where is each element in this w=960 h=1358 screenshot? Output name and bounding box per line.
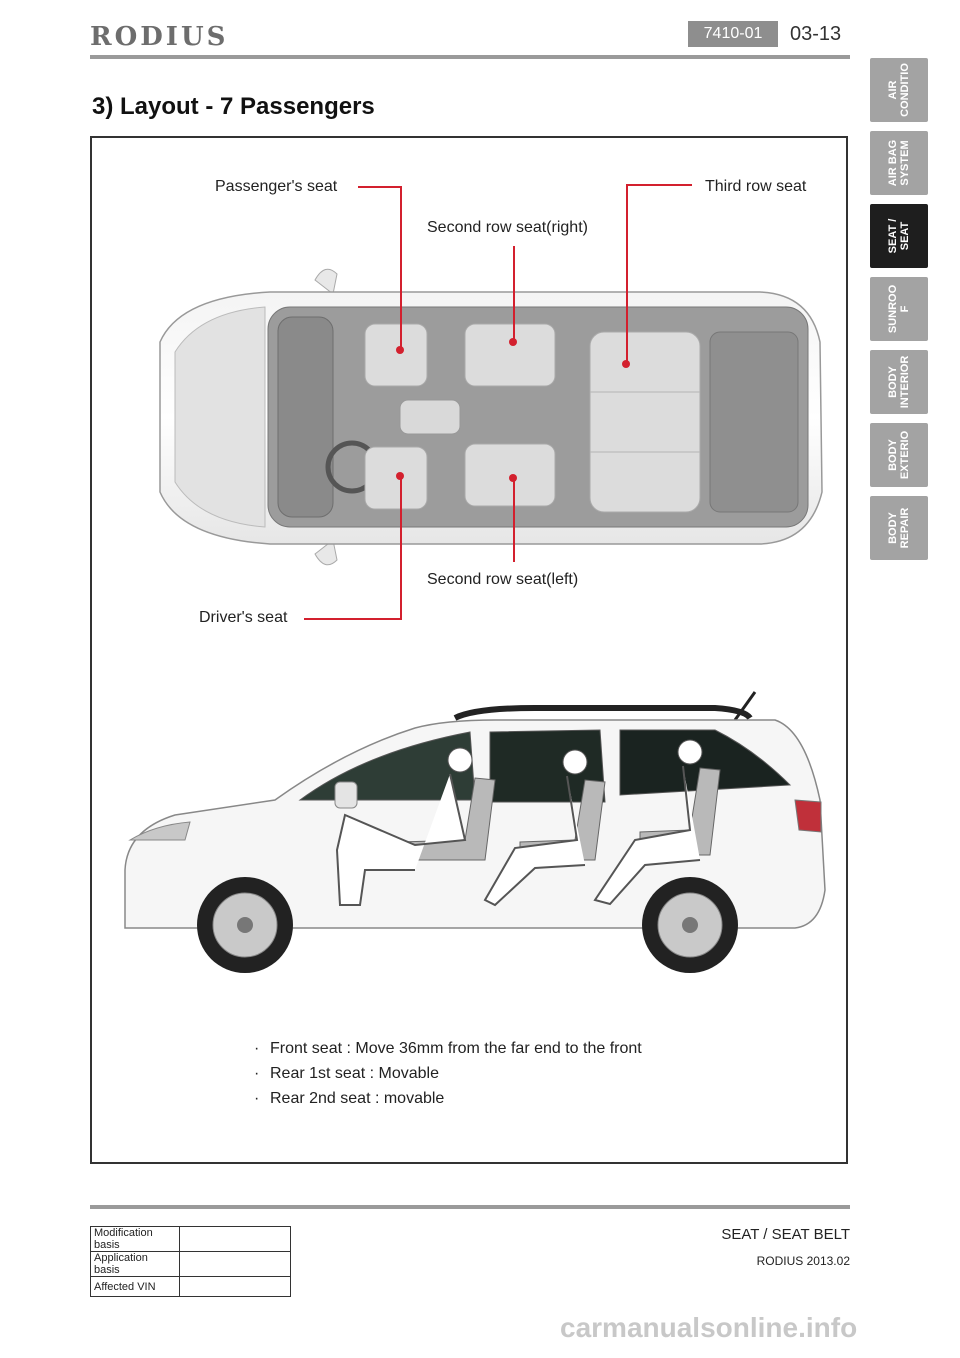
note-item xyxy=(254,1040,642,1058)
note-item xyxy=(254,1065,439,1083)
table-row xyxy=(91,1227,291,1252)
callout-third-row-seat: Third row seat xyxy=(705,178,807,195)
tab-body-interior[interactable] xyxy=(870,350,928,414)
leader-line xyxy=(626,184,628,364)
car-top-view-image xyxy=(120,262,830,572)
table-value xyxy=(180,1227,291,1252)
car-side-view-image xyxy=(115,690,830,990)
leader-dot xyxy=(509,474,517,482)
note-item xyxy=(254,1090,444,1108)
bullet-dot: · xyxy=(254,1065,260,1082)
tab-body-exterior[interactable] xyxy=(870,423,928,487)
leader-dot xyxy=(396,346,404,354)
leader-line xyxy=(400,186,402,350)
tab-label: BODY REPAIR xyxy=(887,507,911,549)
tab-seat[interactable] xyxy=(870,204,928,268)
tab-air-bag-system[interactable] xyxy=(870,131,928,195)
section-code-badge: 7410-01 xyxy=(688,21,778,47)
bullet-dot: · xyxy=(254,1090,260,1107)
callout-passenger-seat: Passenger's seat xyxy=(215,178,338,195)
leader-line xyxy=(358,186,402,188)
rodius-logo: RODIUS xyxy=(90,22,229,52)
tab-body-repair[interactable] xyxy=(870,496,928,560)
table-value xyxy=(180,1252,291,1277)
tab-label: SUNROO F xyxy=(887,284,911,334)
callout-second-row-right: Second row seat(right) xyxy=(427,219,588,236)
note-text: Front seat : Move 36mm from the far end to the front xyxy=(270,1040,642,1057)
tab-label: AIR CONDITIO xyxy=(887,63,911,117)
page-title: 3) Layout - 7 Passengers xyxy=(92,93,375,120)
table-label: Affected VIN xyxy=(91,1277,180,1297)
leader-line xyxy=(513,246,515,342)
bullet-dot: · xyxy=(254,1040,260,1057)
leader-dot xyxy=(509,338,517,346)
tab-label: AIR BAG SYSTEM xyxy=(887,139,911,187)
tab-sunroof[interactable] xyxy=(870,277,928,341)
callout-driver-seat: Driver's seat xyxy=(199,609,288,626)
leader-line xyxy=(400,476,402,620)
leader-dot xyxy=(396,472,404,480)
tab-air-conditioning[interactable] xyxy=(870,58,928,122)
watermark: carmanualsonline.info xyxy=(560,1312,858,1343)
footer-section-title: SEAT / SEAT BELT xyxy=(721,1226,850,1243)
footer-rule xyxy=(90,1205,850,1209)
table-label: Modification basis xyxy=(91,1227,180,1252)
table-value xyxy=(180,1277,291,1297)
table-row xyxy=(91,1277,291,1297)
header-rule xyxy=(90,55,850,59)
leader-line xyxy=(513,478,515,562)
leader-dot xyxy=(622,360,630,368)
callout-second-row-left: Second row seat(left) xyxy=(427,571,579,588)
leader-line xyxy=(626,184,692,186)
tab-label: BODY EXTERIO xyxy=(887,430,911,480)
leader-line xyxy=(304,618,402,620)
page-number: 03-13 xyxy=(790,23,842,45)
tab-label: SEAT / SEAT xyxy=(887,218,911,254)
note-text: Rear 1st seat : Movable xyxy=(270,1065,439,1082)
modification-table xyxy=(90,1226,291,1297)
note-text: Rear 2nd seat : movable xyxy=(270,1090,445,1107)
table-row xyxy=(91,1252,291,1277)
tab-label: BODY INTERIOR xyxy=(887,355,911,409)
footer-model: RODIUS 2013.02 xyxy=(756,1254,850,1268)
table-label: Application basis xyxy=(91,1252,180,1277)
